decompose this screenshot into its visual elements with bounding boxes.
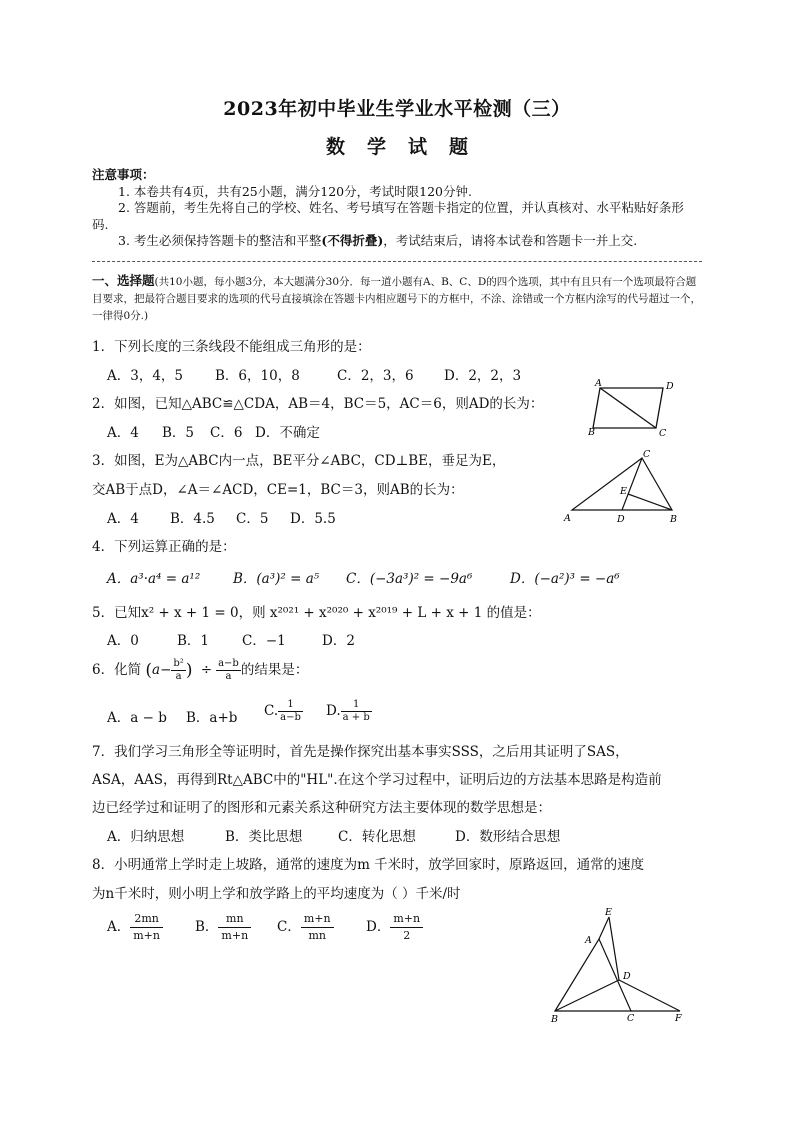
fig2-label-d: D — [666, 381, 674, 392]
q3-option-b: B．4.5 — [170, 511, 215, 527]
fig8-label-b: B — [551, 1014, 558, 1025]
q5-option-c: C．−1 — [242, 633, 286, 649]
note-1: 1. 本卷共有4页，共有25小题，满分120分，考试时限120分钟. — [118, 183, 472, 199]
notes-heading: 注意事项： — [92, 167, 155, 182]
fig3-label-d: D — [617, 514, 625, 525]
fig8-label-d: D — [623, 971, 631, 982]
fig2-label-a: A — [595, 378, 602, 389]
q6-stem: 6．化简 (a− $\frac{\text{b²}}{a}$ ) ÷ $\frac{a-b}{a}$ 的结果是： — [92, 658, 309, 682]
q6-option-d: D. $\frac{1}{a + b}$ — [326, 699, 370, 723]
q1-option-c: C．2，3，6 — [337, 368, 414, 384]
q7-option-d: D．数形结合思想 — [455, 829, 561, 845]
figure-q3-triangle — [560, 448, 690, 526]
q8-option-d: D． $\frac{m+n}{2}$ — [366, 911, 423, 944]
q4-option-c: C．(−3a³)² = −9a⁶ — [346, 571, 473, 587]
notes-block — [92, 167, 697, 250]
q5-stem: 5．已知x² + x + 1 = 0，则 x²⁰²¹ + x²⁰²⁰ + x²⁰¹⁹ + L + x + 1 的值是： — [92, 605, 541, 621]
fig3-label-c: C — [643, 449, 651, 460]
section-divider — [92, 261, 702, 262]
q5-option-a: A．0 — [107, 633, 139, 649]
q4-stem: 4．下列运算正确的是： — [92, 539, 236, 555]
q7-line2: ASA，AAS，再得到Rt△ABC中的"HL".在这个学习过程中，证明后边的方法基本思路是构造前 — [92, 772, 662, 788]
q5-option-d: D．2 — [322, 633, 355, 649]
q6-option-c: C. $\frac{1}{a-b}$ — [264, 699, 301, 723]
q7-line3: 边已经学过和证明了的图形和元素关系这种研究方法主要体现的数学思想是： — [92, 800, 551, 816]
q1-stem: 1．下列长度的三条线段不能组成三角形的是： — [92, 339, 371, 355]
q2-option-a: A．4 — [107, 425, 139, 441]
fig8-label-a: A — [585, 935, 592, 946]
q3-option-c: C．5 — [236, 511, 269, 527]
q8-line2: 为n千米时，则小明上学和放学路上的平均速度为（ ）千米/时 — [92, 886, 461, 902]
q8-line1: 8．小明通常上学时走上坡路，通常的速度为m 千米时，放学回家时，原路返回，通常的速度 — [92, 857, 645, 873]
q1-option-b: B．6，10，8 — [215, 368, 300, 384]
section-1-desc: (共10小题，每小题3分，本大题满分30分．每一道小题有A、B、C、D的四个选项，其中有且只有一个选项最符合题目要求，把最符合题目要求的选项的代号直接填涂在答题卡内相应题号下的方框中，不涂、涂错或一个方框内涂写的代号超过一个，一律得0分.) — [92, 276, 701, 322]
q6-option-a: A．a − b — [107, 710, 167, 726]
q7-option-b: B．类比思想 — [225, 829, 303, 845]
note-3: 3. 考生必须保持答题卡的整洁和平整(不得折叠)，考试结束后，请将本试卷和答题卡一并上交. — [118, 233, 638, 248]
q2-stem: 2．如图，已知△ABC≌△CDA，AB＝4，BC＝5，AC＝6，则AD的长为： — [92, 396, 544, 412]
q6-expr-fraction-2: $\frac{a-b}{a}$ — [218, 658, 239, 682]
fig8-label-c: C — [627, 1013, 635, 1024]
q8-option-a: A． $\frac{2mn}{m+n}$ — [107, 911, 163, 944]
section-1-intro — [92, 272, 704, 325]
q1-option-a: A．3，4，5 — [107, 368, 184, 384]
q3-option-d: D．5.5 — [290, 511, 336, 527]
note-3-bold: (不得折叠) — [321, 233, 384, 248]
section-1-heading: 一、选择题 — [92, 273, 155, 288]
q4-option-d: D．(−a²)³ = −a⁶ — [510, 571, 620, 587]
q1-option-d: D．2，2，3 — [444, 368, 522, 384]
q3-stem-line1: 3．如图，E为△ABC内一点，BE平分∠ABC，CD⊥BE，垂足为E， — [92, 453, 506, 469]
exam-subtitle: 数学试题 — [325, 136, 490, 158]
q3-stem-line2: 交AB于点D，∠A＝∠ACD，CE=1，BC＝3，则AB的长为： — [92, 482, 464, 498]
fig2-label-b: B — [588, 427, 595, 438]
q7-line1: 7．我们学习三角形全等证明时，首先是操作探究出基本事实SSS，之后用其证明了SAS， — [92, 744, 629, 760]
fig3-label-b: B — [670, 514, 677, 525]
fig8-label-f: F — [675, 1013, 682, 1024]
q3-option-a: A．4 — [107, 511, 139, 527]
q6-expr-fraction-1: $\frac{\text{b²}}{a}$ — [173, 658, 184, 682]
q4-option-a: A．a³·a⁴ = a¹² — [107, 571, 201, 587]
q4-option-b: B．(a³)² = a⁵ — [233, 571, 320, 587]
fig3-label-e: E — [620, 486, 627, 497]
q7-option-a: A．归纳思想 — [107, 829, 185, 845]
q8-option-c: C． $\frac{m+n}{mn}$ — [277, 911, 334, 944]
fig2-label-c: C — [659, 428, 667, 439]
q8-option-b: B． $\frac{mn}{m+n}$ — [195, 911, 251, 944]
note-2: 2. 答题前，考生先将自己的学校、姓名、考号填写在答题卡指定的位置，并认真核对、水平粘贴好条形码. — [92, 200, 684, 232]
q5-option-b: B．1 — [177, 633, 210, 649]
fig3-label-a: A — [564, 513, 571, 524]
fig8-label-e: E — [605, 907, 612, 918]
exam-title: 2023年初中毕业生学业水平检测（三） — [223, 98, 571, 120]
q2-option-c: C．6 — [210, 425, 243, 441]
q7-option-c: C．转化思想 — [338, 829, 416, 845]
q2-option-b: B．5 — [162, 425, 195, 441]
q2-option-d: D．不确定 — [255, 425, 320, 441]
figure-q8-triangles — [545, 905, 690, 1025]
figure-q2-quadrilateral — [588, 378, 688, 440]
q6-option-b: B．a+b — [186, 710, 238, 726]
